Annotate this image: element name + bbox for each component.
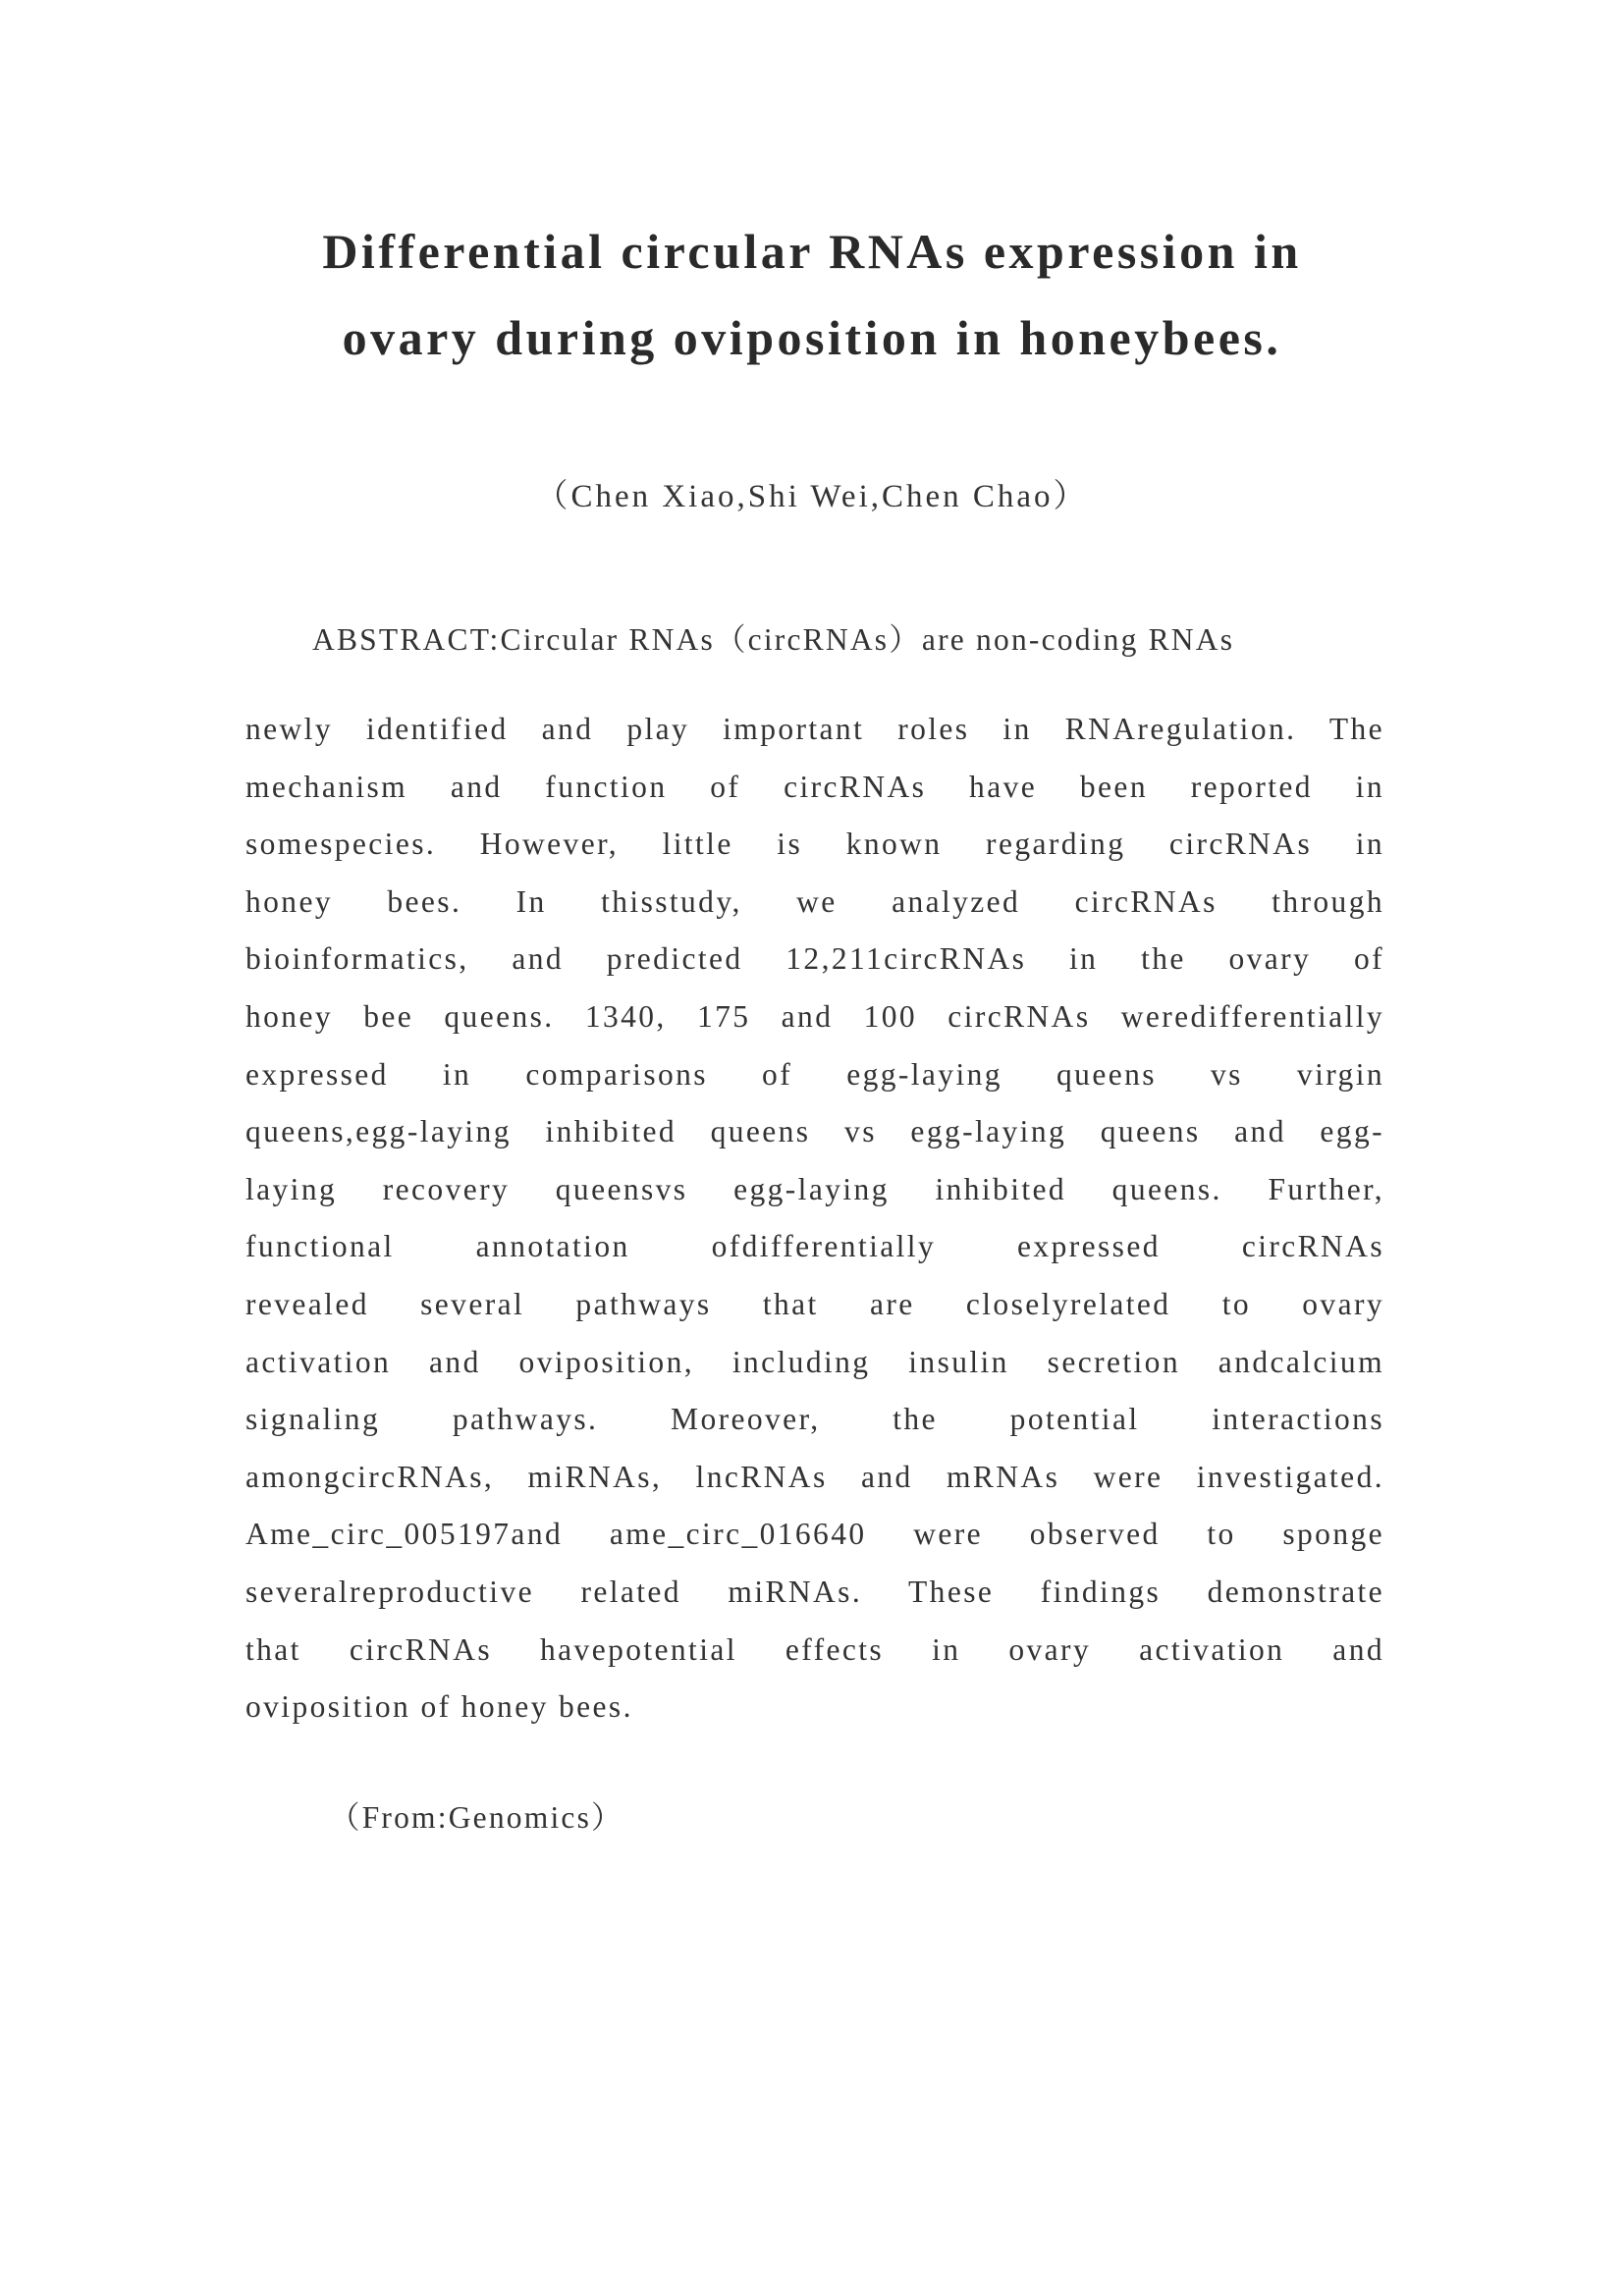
abstract-first-line: ABSTRACT:Circular RNAs（circRNAs）are non-coding RNAs (312, 622, 1235, 657)
abstract-line: functional annotation ofdifferentially expressed circRNAs (245, 1229, 1384, 1264)
paper-title (245, 208, 1379, 381)
abstract-line: signaling pathways. Moreover, the potential interactions (245, 1402, 1384, 1437)
abstract-line: severalreproductive related miRNAs. These findings demonstrate (245, 1574, 1384, 1609)
author-list: （Chen Xiao,Shi Wei,Chen Chao） (535, 479, 1089, 514)
title-line-1: Differential circular RNAs expression in (322, 224, 1302, 279)
abstract-line: somespecies. However, little is known regarding circRNAs in (245, 827, 1384, 862)
abstract-line: revealed several pathways that are closelyrelated to ovary (245, 1286, 1384, 1321)
abstract-line: mechanism and function of circRNAs have been reported in (245, 769, 1384, 804)
title-line-2: ovary during oviposition in honeybees. (342, 310, 1282, 365)
abstract-line: bioinformatics, and predicted 12,211circRNAs in the ovary of (245, 941, 1384, 977)
abstract-line: activation and oviposition, including insulin secretion andcalcium (245, 1344, 1384, 1379)
abstract-line: expressed in comparisons of egg-laying queens vs virgin (245, 1056, 1384, 1092)
source-citation: （From:Genomics） (329, 1800, 624, 1835)
abstract-line: honey bees. In thisstudy, we analyzed circRNAs through (245, 883, 1384, 919)
abstract-line: oviposition of honey bees. (245, 1689, 633, 1725)
abstract-line: newly identified and play important roles in RNAregulation. The (245, 712, 1384, 746)
abstract-line: queens,egg-laying inhibited queens vs egg-laying queens and egg- (245, 1114, 1384, 1149)
abstract-line: honey bee queens. 1340, 175 and 100 circRNAs weredifferentially (245, 998, 1384, 1034)
abstract-line: amongcircRNAs, miRNAs, lncRNAs and mRNAs were investigated. (245, 1459, 1384, 1494)
abstract-line: that circRNAs havepotential effects in ovary activation and (245, 1631, 1384, 1667)
abstract-body (245, 701, 1384, 1736)
abstract-line: laying recovery queensvs egg-laying inhibited queens. Further, (245, 1171, 1384, 1206)
abstract-line: Ame_circ_005197and ame_circ_016640 were observed to sponge (245, 1517, 1384, 1552)
